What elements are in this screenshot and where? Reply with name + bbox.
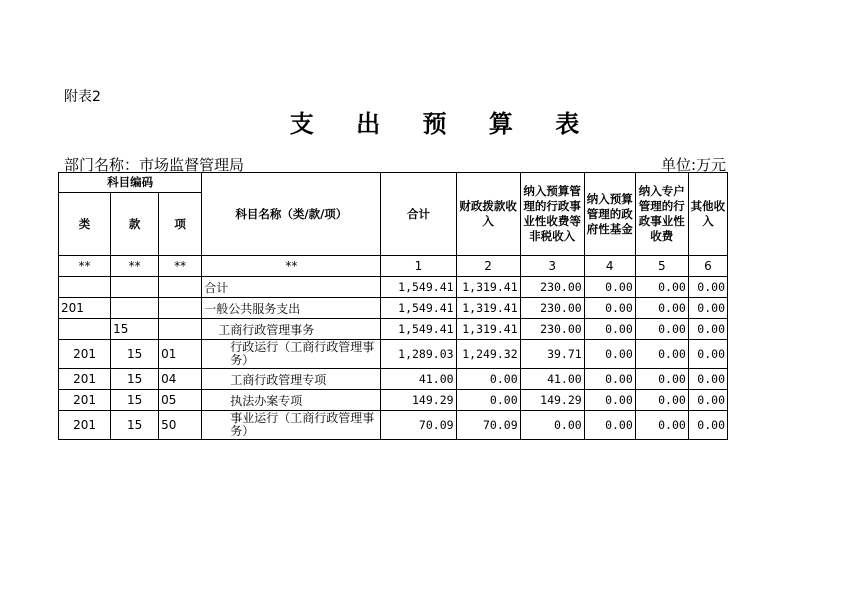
cell-other: 0.00 bbox=[688, 390, 727, 411]
cell-lei bbox=[59, 277, 111, 298]
index-cell: ** bbox=[159, 256, 202, 277]
cell-total: 1,549.41 bbox=[381, 298, 456, 319]
table-row bbox=[59, 369, 728, 390]
header-total: 合计 bbox=[381, 173, 456, 256]
cell-total: 1,289.03 bbox=[381, 340, 456, 369]
cell-gov-fund: 0.00 bbox=[584, 340, 635, 369]
cell-kuan: 15 bbox=[111, 340, 159, 369]
header-lei: 类 bbox=[59, 193, 111, 256]
cell-special-acct: 0.00 bbox=[635, 319, 688, 340]
cell-lei: 201 bbox=[59, 411, 111, 440]
index-cell: 4 bbox=[584, 256, 635, 277]
header-special-acct: 纳入专户管理的行政事业性收费 bbox=[635, 173, 688, 256]
cell-special-acct: 0.00 bbox=[635, 369, 688, 390]
index-cell: 2 bbox=[456, 256, 520, 277]
cell-xiang: 01 bbox=[159, 340, 202, 369]
cell-gov-fund: 0.00 bbox=[584, 390, 635, 411]
cell-fiscal: 0.00 bbox=[456, 369, 520, 390]
cell-budget-mgmt: 41.00 bbox=[520, 369, 584, 390]
cell-name: 行政运行（工商行政管理事务） bbox=[202, 340, 381, 369]
table-row bbox=[59, 319, 728, 340]
cell-total: 149.29 bbox=[381, 390, 456, 411]
cell-xiang bbox=[159, 277, 202, 298]
cell-special-acct: 0.00 bbox=[635, 390, 688, 411]
header-name: 科目名称（类/款/项） bbox=[202, 173, 381, 256]
cell-total: 1,549.41 bbox=[381, 277, 456, 298]
header-xiang: 项 bbox=[159, 193, 202, 256]
cell-special-acct: 0.00 bbox=[635, 340, 688, 369]
cell-budget-mgmt: 149.29 bbox=[520, 390, 584, 411]
index-cell: 1 bbox=[381, 256, 456, 277]
cell-other: 0.00 bbox=[688, 319, 727, 340]
cell-kuan: 15 bbox=[111, 319, 159, 340]
cell-name: 合计 bbox=[202, 277, 381, 298]
cell-kuan bbox=[111, 277, 159, 298]
cell-lei bbox=[59, 319, 111, 340]
cell-kuan: 15 bbox=[111, 390, 159, 411]
cell-other: 0.00 bbox=[688, 411, 727, 440]
cell-gov-fund: 0.00 bbox=[584, 411, 635, 440]
index-cell: ** bbox=[111, 256, 159, 277]
cell-fiscal: 1,319.41 bbox=[456, 319, 520, 340]
cell-fiscal: 1,319.41 bbox=[456, 277, 520, 298]
cell-name: 一般公共服务支出 bbox=[202, 298, 381, 319]
cell-gov-fund: 0.00 bbox=[584, 298, 635, 319]
cell-fiscal: 70.09 bbox=[456, 411, 520, 440]
cell-kuan: 15 bbox=[111, 411, 159, 440]
index-row bbox=[59, 256, 728, 277]
cell-lei: 201 bbox=[59, 340, 111, 369]
cell-total: 1,549.41 bbox=[381, 319, 456, 340]
cell-gov-fund: 0.00 bbox=[584, 319, 635, 340]
cell-xiang: 05 bbox=[159, 390, 202, 411]
cell-other: 0.00 bbox=[688, 277, 727, 298]
table-row bbox=[59, 390, 728, 411]
department-label: 部门名称：市场监督管理局 bbox=[64, 156, 245, 174]
cell-special-acct: 0.00 bbox=[635, 277, 688, 298]
annex-label: 附表2 bbox=[64, 89, 101, 105]
cell-budget-mgmt: 39.71 bbox=[520, 340, 584, 369]
index-cell: 6 bbox=[688, 256, 727, 277]
cell-name: 工商行政管理专项 bbox=[202, 369, 381, 390]
cell-budget-mgmt: 230.00 bbox=[520, 298, 584, 319]
cell-lei: 201 bbox=[59, 369, 111, 390]
index-cell: 5 bbox=[635, 256, 688, 277]
table-row bbox=[59, 298, 728, 319]
cell-kuan: 15 bbox=[111, 369, 159, 390]
cell-kuan bbox=[111, 298, 159, 319]
cell-special-acct: 0.00 bbox=[635, 298, 688, 319]
cell-budget-mgmt: 0.00 bbox=[520, 411, 584, 440]
budget-table bbox=[58, 172, 728, 440]
table-row bbox=[59, 277, 728, 298]
header-gov-fund: 纳入预算管理的政府性基金 bbox=[584, 173, 635, 256]
cell-xiang bbox=[159, 298, 202, 319]
cell-lei: 201 bbox=[59, 298, 111, 319]
index-cell: ** bbox=[59, 256, 111, 277]
index-cell: ** bbox=[202, 256, 381, 277]
cell-other: 0.00 bbox=[688, 298, 727, 319]
cell-budget-mgmt: 230.00 bbox=[520, 277, 584, 298]
header-code-group: 科目编码 bbox=[59, 173, 202, 193]
cell-name: 执法办案专项 bbox=[202, 390, 381, 411]
header-budget-mgmt: 纳入预算管理的行政事业性收费等非税收入 bbox=[520, 173, 584, 256]
table-row bbox=[59, 411, 728, 440]
cell-gov-fund: 0.00 bbox=[584, 369, 635, 390]
cell-special-acct: 0.00 bbox=[635, 411, 688, 440]
header-other: 其他收入 bbox=[688, 173, 727, 256]
cell-name: 事业运行（工商行政管理事务） bbox=[202, 411, 381, 440]
cell-other: 0.00 bbox=[688, 340, 727, 369]
cell-name: 工商行政管理事务 bbox=[202, 319, 381, 340]
cell-other: 0.00 bbox=[688, 369, 727, 390]
cell-xiang: 04 bbox=[159, 369, 202, 390]
table-row bbox=[59, 340, 728, 369]
page-title: 支 出 预 算 表 bbox=[289, 109, 597, 138]
cell-lei: 201 bbox=[59, 390, 111, 411]
cell-fiscal: 1,249.32 bbox=[456, 340, 520, 369]
unit-label: 单位:万元 bbox=[660, 156, 726, 174]
cell-gov-fund: 0.00 bbox=[584, 277, 635, 298]
cell-total: 41.00 bbox=[381, 369, 456, 390]
cell-fiscal: 1,319.41 bbox=[456, 298, 520, 319]
cell-total: 70.09 bbox=[381, 411, 456, 440]
index-cell: 3 bbox=[520, 256, 584, 277]
cell-xiang bbox=[159, 319, 202, 340]
header-kuan: 款 bbox=[111, 193, 159, 256]
cell-xiang: 50 bbox=[159, 411, 202, 440]
cell-fiscal: 0.00 bbox=[456, 390, 520, 411]
cell-budget-mgmt: 230.00 bbox=[520, 319, 584, 340]
header-fiscal: 财政拨款收入 bbox=[456, 173, 520, 256]
